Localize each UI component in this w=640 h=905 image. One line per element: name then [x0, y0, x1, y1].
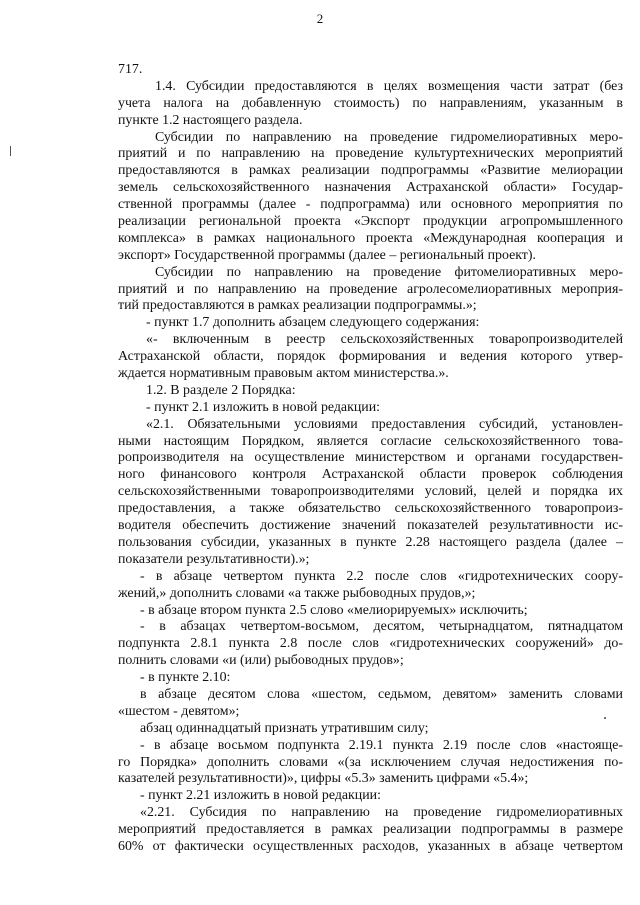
text-line: - в пункте 2.10: — [140, 670, 231, 686]
page-number: 2 — [316, 11, 324, 26]
text-line: ждается нормативным правовым актом министерства.». — [118, 366, 449, 382]
text-line: жений,» дополнить словами «а также рыбоводных прудов,»; — [118, 585, 476, 601]
text-line: 1.4. Субсидии предоставляются в целях возмещения части затрат (без — [155, 78, 623, 94]
text-line: водителя обеспечить достижение значений показателей результативности ис- — [118, 518, 623, 534]
text-line: показатели результативности).»; — [118, 551, 310, 567]
text-line: - пункт 2.1 изложить в новой редакции: — [146, 399, 381, 415]
text-line: земель сельскохозяйственного назначения Астраханской области» Государ- — [118, 180, 623, 196]
text-line: ными настоящим Порядком, является согласие сельскохозяйственного това- — [118, 433, 623, 449]
text-line: приятий и по направлению на проведение культуртехнических мероприятий — [118, 146, 623, 162]
text-line: - пункт 2.21 изложить в новой редакции: — [140, 788, 381, 804]
text-line: приятий и по направлению на проведение агролесомелиоративных мероприя- — [118, 281, 623, 297]
text-line: Субсидии по направлению на проведение гидромелиоративных меро- — [155, 129, 623, 145]
text-line: учета налога на добавленную стоимость) по направлениям, указанным в — [118, 95, 623, 111]
text-line: подпункта 2.8.1 пункта 2.8 после слов «гидротехнических сооружений» до- — [118, 636, 623, 652]
text-line: 1.2. В разделе 2 Порядка: — [146, 382, 296, 398]
text-line: - в абзаце восьмом подпункта 2.19.1 пункта 2.19 после слов «настояще- — [140, 737, 623, 753]
text-line: в абзаце десятом слова «шестом, седьмом, девятом» заменить словами — [140, 686, 623, 702]
text-line: экспорт» Государственной программы (далее – региональный проект). — [118, 247, 536, 263]
text-line: «шестом - девятом»; — [118, 703, 240, 719]
text-line: тий предоставляются в рамках реализации подпрограммы.»; — [118, 298, 477, 314]
text-line: 717. — [118, 62, 143, 77]
text-line: - в абзацах четвертом-восьмом, десятом, четырнадцатом, пятнадцатом — [140, 619, 623, 635]
text-line: ропроизводителя на осуществление министерством и органами государствен- — [118, 450, 623, 466]
text-line: сельскохозяйственными товаропроизводителями условий, целей и порядка их — [118, 484, 623, 500]
text-line: предоставления, а также обязательство сельскохозяйственного товаропроиз- — [118, 501, 623, 517]
document-body — [118, 62, 623, 856]
text-line: «2.21. Субсидия по направлению на проведение гидромелиоративных — [140, 805, 623, 821]
text-line: 60% от фактически осуществленных расходов, указанных в абзаце четвертом — [118, 838, 623, 854]
text-line: предоставляются в рамках реализации подпрограммы «Развитие мелиорации — [118, 163, 623, 179]
text-line: «- включенным в реестр сельскохозяйственных товаропроизводителей — [146, 332, 623, 348]
text-line: абзац одиннадцатый признать утратившим силу; — [140, 720, 429, 736]
text-line: ного финансового контроля Астраханской области проверок соблюдения — [118, 467, 623, 483]
text-line: - в абзаце четвертом пункта 2.2 после слов «гидротехнических соору- — [140, 568, 623, 584]
text-line: мероприятий предоставляется в рамках реализации подпрограммы в размере — [118, 822, 623, 838]
text-line: пользования субсидии, указанных в пункте 2.28 настоящего раздела (далее – — [118, 534, 623, 550]
text-line: пункте 1.2 настоящего раздела. — [118, 112, 303, 128]
text-line: полнить словами «и (или) рыбоводных прудов»; — [118, 653, 404, 669]
text-line: - пункт 1.7 дополнить абзацем следующего содержания: — [146, 315, 480, 331]
text-line: казателей результативности)», цифры «5.3» заменить цифрами «5.4»; — [118, 771, 529, 787]
text-line: «2.1. Обязательными условиями предоставления субсидий, установлен- — [146, 416, 623, 432]
text-line: Субсидии по направлению на проведение фитомелиоративных меро- — [155, 264, 623, 280]
text-line: ственной программы (далее - подпрограмма) или основного мероприятия по — [118, 197, 623, 213]
margin-mark — [10, 146, 11, 156]
text-line: - в абзаце втором пункта 2.5 слово «мелиорируемых» исключить; — [140, 602, 528, 618]
text-line: Астраханской области, порядок формирования и ведения которого утвер- — [118, 349, 623, 365]
text-line: комплекса» в рамках национального проекта «Международная кооперация и — [118, 230, 623, 246]
text-line: го Порядка» дополнить словами «(за исключением случая недостижения по- — [118, 754, 623, 770]
text-line: реализации региональной проекта «Экспорт продукции агропромышленного — [118, 214, 623, 230]
